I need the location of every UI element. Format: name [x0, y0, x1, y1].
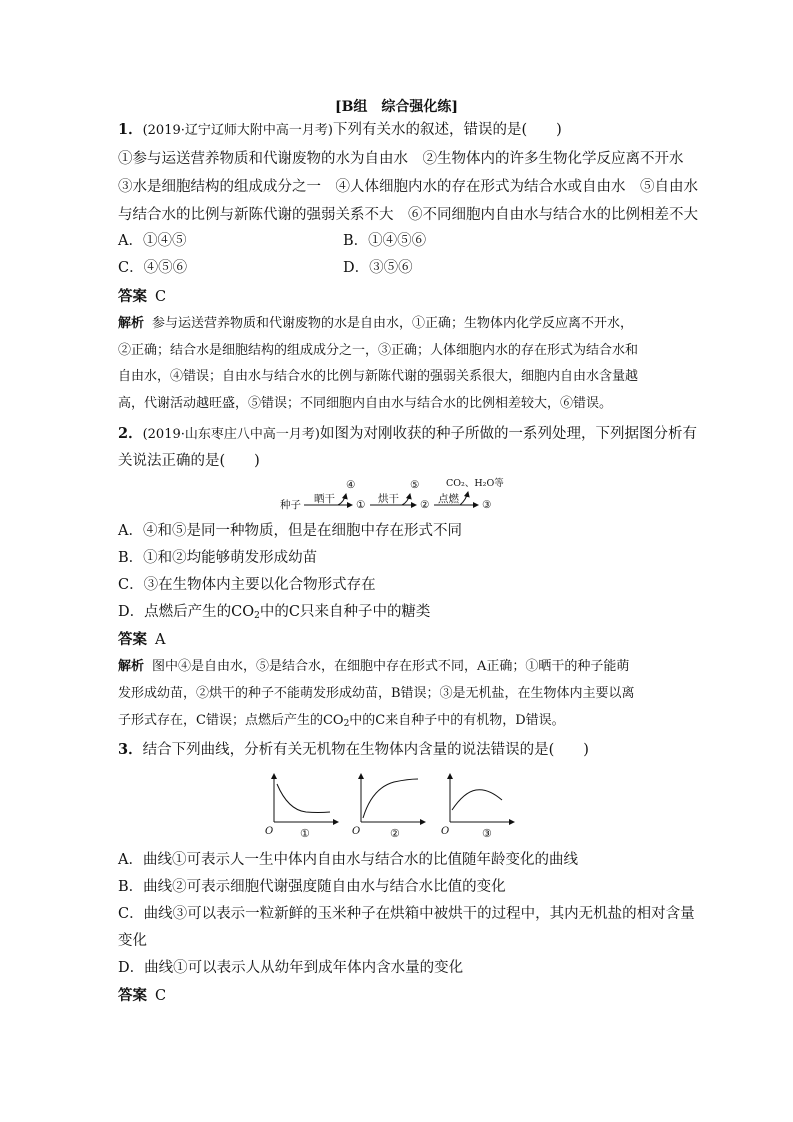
- diagram-products: CO₂、H₂O等: [446, 478, 504, 489]
- q1-stem: 1．(2019·辽宁辽师大附中高一月考)下列有关水的叙述，错误的是( ): [118, 121, 562, 138]
- q1-analysis: 解析 参与运送营养物质和代谢废物的水是自由水，①正确；生物体内化学反应离不开水，: [118, 316, 634, 331]
- curve-graphs: [262, 770, 522, 842]
- diagram-node-1: ①: [356, 499, 366, 511]
- q3-option-c-cont: 变化: [118, 933, 147, 949]
- diagram-step-oven-dry: 烘干: [378, 493, 399, 505]
- q2-answer: 答案 A: [118, 631, 166, 648]
- q1-option-b: B．①④⑤⑥: [343, 233, 427, 249]
- q3-answer: 答案 C: [118, 987, 167, 1004]
- q1-analysis: 自由水，④错误；自由水与结合水的比例与新陈代谢的强弱关系很大，细胞内自由水含量越: [118, 369, 639, 384]
- diagram-node-2: ②: [420, 499, 430, 511]
- q2-option-b: B．①和②均能够萌发形成幼苗: [118, 550, 318, 566]
- section-title: [B组 综合强化练]: [334, 99, 459, 115]
- diagram-step-sun-dry: 晒干: [314, 493, 335, 505]
- q1-analysis: ②正确；结合水是细胞结构的组成成分之一，③正确；人体细胞内水的存在形式为结合水和: [118, 343, 639, 358]
- q1-answer: 答案 C: [118, 288, 167, 305]
- diagram-step-burn: 点燃: [438, 493, 459, 505]
- q1-statement-line: ①参与运送营养物质和代谢废物的水为自由水 ②生物体内的许多生物化学反应离不开水: [118, 151, 684, 167]
- graph-1-origin: O: [265, 826, 274, 837]
- q2-option-d: D．点燃后产生的$CO_2$中的C只来自种子中的糖类: [118, 604, 431, 621]
- graph-2-origin: O: [352, 826, 361, 837]
- diagram-output-5: ⑤: [410, 479, 420, 491]
- q2-analysis: 解析 图中④是自由水，⑤是结合水，在细胞中存在形式不同，A正确；①晒干的种子能萌: [118, 659, 630, 674]
- q2-option-a: A．④和⑤是同一种物质，但是在细胞中存在形式不同: [118, 523, 462, 539]
- q1-analysis: 高，代谢活动越旺盛，⑤错误；不同细胞内自由水与结合水的比例相差较大，⑥错误。: [118, 396, 613, 411]
- q1-statement-line: ③水是细胞结构的组成成分之一 ④人体细胞内水的存在形式为结合水或自由水 ⑤自由水: [118, 179, 698, 195]
- q2-stem: 2．(2019·山东枣庄八中高一月考)如图为对刚收获的种子所做的一系列处理，下列据图分析有: [118, 425, 697, 442]
- diagram-node-3: ③: [482, 499, 492, 511]
- graph-2-label: ②: [390, 827, 400, 840]
- q1-option-a: A．①④⑤: [118, 233, 187, 249]
- seed-processing-diagram: [280, 474, 520, 514]
- q2-analysis: 子形式存在，C错误；点燃后产生的$CO_2$中的C来自种子中的有机物，D错误。: [118, 713, 565, 729]
- q3-option-b: B．曲线②可表示细胞代谢强度随自由水与结合水比值的变化: [118, 879, 506, 895]
- graph-3-label: ③: [482, 827, 492, 840]
- diagram-seed: 种子: [280, 499, 301, 511]
- q1-statement-line: 与结合水的比例与新陈代谢的强弱关系不大 ⑥不同细胞内自由水与结合水的比例相差不大: [118, 207, 698, 223]
- q2-option-c: C．③在生物体内主要以化合物形式存在: [118, 577, 376, 593]
- graph-1-label: ①: [300, 827, 310, 840]
- q3-option-d: D．曲线①可以表示人从幼年到成年体内含水量的变化: [118, 960, 464, 976]
- q2-stem: 关说法正确的是( ): [118, 453, 260, 469]
- q3-option-c: C．曲线③可以表示一粒新鲜的玉米种子在烘箱中被烘干的过程中，其内无机盐的相对含量: [118, 906, 695, 922]
- q1-option-c: C．④⑤⑥: [118, 260, 188, 276]
- q3-stem: 3．结合下列曲线，分析有关无机物在生物体内含量的说法错误的是( ): [118, 741, 589, 758]
- q1-option-d: D．③⑤⑥: [343, 260, 413, 276]
- diagram-output-4: ④: [346, 479, 356, 491]
- q2-analysis: 发形成幼苗，②烘干的种子不能萌发形成幼苗，B错误；③是无机盐，在生物体内主要以离: [118, 686, 635, 701]
- graph-3-origin: O: [441, 826, 450, 837]
- q3-option-a: A．曲线①可表示人一生中体内自由水与结合水的比值随年龄变化的曲线: [118, 852, 578, 868]
